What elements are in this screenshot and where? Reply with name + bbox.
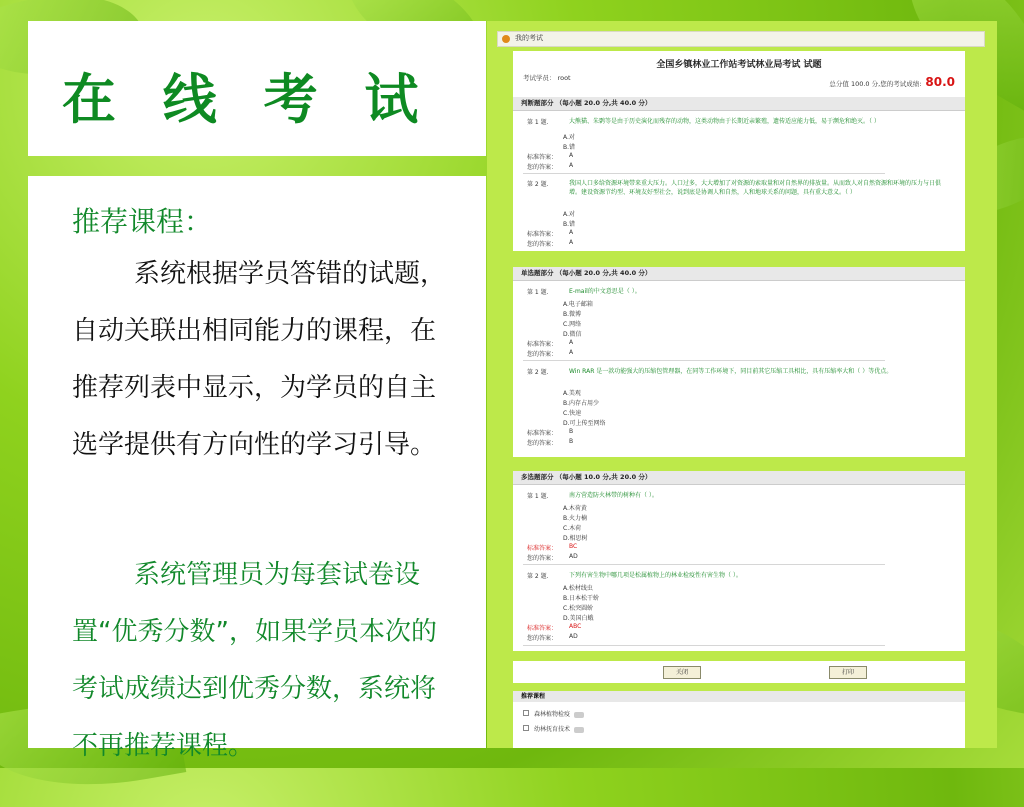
option: A.对 (563, 211, 575, 218)
checkbox-icon[interactable] (523, 710, 529, 716)
section-multiple-choice: 多选题部分 （每小题 10.0 分,共 20.0 分） 第 1 题. 南方营造防火林带的树种有（ ）。 A.木荷黄 B.火力楠 C.木荷 D.相思树 标准答案： BC 您的答案： AD 第 2 题. 下列有害生物中哪几项是松属植物上的林业检疫性有害生物（ ）。 A.松材线虫 B.日本松干蚧 C.松突圆蚧 D.美国白蛾 标准答案： ABC 您的答案： AD (513, 471, 965, 651)
divider (523, 360, 885, 361)
recommended-course-item[interactable]: 幼林抚育技术 (523, 724, 584, 733)
divider (523, 645, 885, 646)
option: C.木荷 (563, 525, 582, 532)
standard-answer: A (569, 152, 574, 159)
option: B.错 (563, 144, 576, 151)
option: C.网络 (563, 321, 582, 328)
option: B.火力楠 (563, 515, 588, 522)
your-answer: A (569, 349, 574, 356)
play-icon[interactable] (574, 727, 584, 733)
exam-title: 全国乡镇林业工作站考试林业局考试 试题 (656, 60, 822, 70)
section-single-choice: 单选题部分 （每小题 20.0 分,共 40.0 分） 第 1 题. E-mail的中文意思是（ ）。 A.电子邮箱 B.微博 C.网络 D.微信 标准答案： A 您的答案： A 第 2 题. Win RAR 是一款功能强大的压缩包管理器，在同等工作环境下，同目前其它压缩工具相比，具有压缩率大和（ ）等优点。 A.美观 B.内存占用少 C.快速 D.可上传至网络 标准答案： B 您的答案： B (513, 267, 965, 457)
section-heading: 单选题部分 （每小题 20.0 分,共 40.0 分） (513, 267, 965, 281)
action-bar (513, 661, 965, 683)
exam-score: 80.0 (925, 75, 955, 89)
recommended-courses (513, 691, 965, 748)
recommended-heading: 推荐课程 (513, 691, 965, 702)
option: B.错 (563, 221, 576, 228)
breadcrumb[interactable]: 我的考试 (515, 34, 543, 42)
checkbox-icon[interactable] (523, 725, 529, 731)
option: C.松突圆蚧 (563, 605, 594, 612)
standard-answer: B (569, 428, 574, 435)
score-info: 总分值 100.0 分,您的考试成绩: 80.0 (829, 75, 955, 89)
option: D.美国白蛾 (563, 615, 594, 622)
option: C.快速 (563, 410, 582, 417)
divider (523, 173, 885, 174)
slide-title: 在 线 考 试 (62, 68, 433, 131)
exam-screenshot (487, 21, 997, 748)
breadcrumb-bar (497, 31, 985, 47)
option: A.松材线虫 (563, 585, 593, 592)
your-answer: AD (569, 553, 578, 560)
option: B.日本松干蚧 (563, 595, 600, 602)
option: B.内存占用少 (563, 400, 600, 407)
option: B.微博 (563, 311, 582, 318)
standard-answer: ABC (569, 623, 582, 630)
option: A.美观 (563, 390, 581, 397)
option: A.对 (563, 134, 575, 141)
title-panel (28, 21, 486, 156)
your-answer: A (569, 239, 574, 246)
your-answer: AD (569, 633, 578, 640)
standard-answer: BC (569, 543, 578, 550)
description-paragraph-1: 系统根据学员答错的试题，自动关联出相同能力的课程，在推荐列表中显示，为学员的自主选学提供有方向性的学习引导。 (72, 259, 447, 460)
your-answer: A (569, 162, 574, 169)
section-heading: 多选题部分 （每小题 10.0 分,共 20.0 分） (513, 471, 965, 485)
close-button[interactable]: 关闭 (663, 666, 701, 679)
option: D.相思树 (563, 535, 588, 542)
option: A.电子邮箱 (563, 301, 593, 308)
option: D.可上传至网络 (563, 420, 606, 427)
option: D.微信 (563, 331, 582, 338)
option: A.木荷黄 (563, 505, 587, 512)
description-paragraph-2: 系统管理员为每套试卷设置“优秀分数”，如果学员本次的考试成绩达到优秀分数，系统将不再推荐课程。 (72, 560, 437, 761)
standard-answer: A (569, 339, 574, 346)
print-button[interactable]: 打印 (829, 666, 867, 679)
play-icon[interactable] (574, 712, 584, 718)
breadcrumb-icon (502, 35, 510, 43)
recommended-course-item[interactable]: 森林植物检疫 (523, 709, 584, 718)
student-info: 考试学员： root (523, 74, 571, 82)
section-heading: 判断题部分 （每小题 20.0 分,共 40.0 分） (513, 97, 965, 111)
description-panel (28, 176, 486, 761)
your-answer: B (569, 438, 574, 445)
section-true-false: 判断题部分 （每小题 20.0 分,共 40.0 分） 第 1 题. 大熊猫、朱鹮等是由于历史演化而残存的动物，这类动物由于长期近亲繁殖，遗传适应能力低，易于濒危和绝灭。（ ） A.对 B.错 标准答案： A 您的答案： A 第 2 题. 我国人口多给资源环境带来重大压力。人口过多，大大增加了对资源的索取量和对自然界的排放量。从而致人对自然资源和环境的压力与日俱增。建设资源节约型、环境友好型社会，说到底是协调人和自然，人和地球关系的问题，具有重大意义。（ ） A.对 B.错 标准答案： A 您的答案： A (513, 97, 965, 251)
divider (523, 564, 885, 565)
standard-answer: A (569, 229, 574, 236)
recommend-course-heading: 推荐课程： (72, 205, 213, 238)
